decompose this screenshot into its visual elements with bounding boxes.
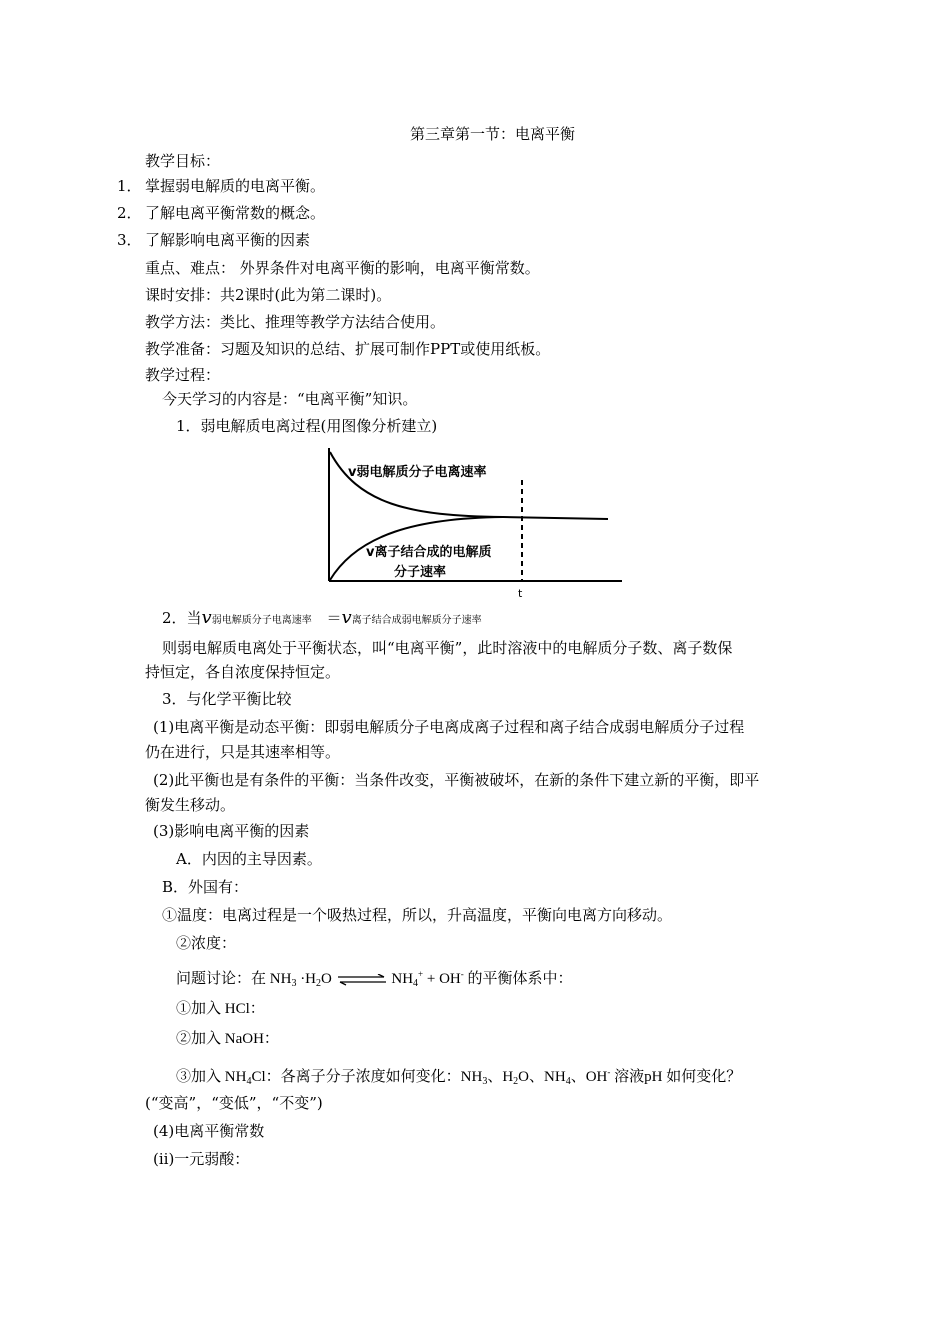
formula-part: Cl (251, 1069, 266, 1085)
goal-text: 掌握弱电解质的电离平衡。 (145, 177, 326, 195)
separator: 、 (487, 1069, 503, 1085)
goal-text: 了解电离平衡常数的概念。 (145, 204, 326, 222)
intro-text: 今天学习的内容是：“电离平衡”知识。 (162, 390, 418, 408)
velocity-symbol: v (201, 607, 212, 628)
choices: (“变高”，“变低”，“不变”) (145, 1094, 323, 1112)
formula-part: NH (269, 971, 292, 987)
separator: 、 (529, 1069, 545, 1085)
time-axis-label: t (518, 587, 523, 600)
add-naoh (176, 1029, 279, 1049)
goal-item (117, 203, 325, 223)
formula-superscript: + (418, 969, 424, 979)
goal-item (117, 230, 310, 250)
point-3: 3．与化学平衡比较 (162, 690, 292, 708)
add-suffix: ： (249, 1001, 265, 1017)
point-3-2-cont: 衡发生移动。 (145, 796, 236, 814)
point-3-2: (2)此平衡也是有条件的平衡：当条件改变，平衡被破坏，在新的条件下建立新的平衡，即平 (153, 771, 760, 789)
point-4: (4)电离平衡常数 (153, 1122, 265, 1140)
point-2-text: 持恒定，各自浓度保持恒定。 (145, 663, 341, 681)
formula-subscript: 3 (482, 1076, 488, 1087)
external-factor: B．外国有： (162, 878, 249, 896)
schedule: 课时安排：共2课时(此为第二课时)。 (145, 286, 392, 304)
key-points: 重点、难点： 外界条件对电离平衡的影响，电离平衡常数。 (145, 259, 540, 277)
point-3-3: (3)影响电离平衡的因素 (153, 822, 310, 840)
add-prefix: ②加入 (176, 1031, 225, 1047)
point-4-i: (ⅱ)一元弱酸： (153, 1150, 250, 1168)
formula-subscript: 4 (246, 1076, 252, 1087)
process-heading: 教学过程： (145, 366, 221, 384)
formula-part: NaOH (224, 1031, 264, 1047)
goal-number: 2． (117, 204, 142, 222)
teaching-method: 教学方法：类比、推理等教学方法结合使用。 (145, 313, 446, 331)
forward-rate-curve (330, 452, 608, 519)
goal-text: 了解影响电离平衡的因素 (145, 231, 311, 249)
reverse-rate-label: v离子结合成的电解质 (366, 545, 492, 560)
formula-part: OH (585, 1069, 608, 1085)
formula-part: NH (391, 971, 414, 987)
point-3-1-cont: 仍在进行，只是其速率相等。 (145, 743, 341, 761)
point-2-prefix: 2．当 (162, 609, 202, 627)
equals-sign: ＝ (326, 609, 342, 627)
page-title: 第三章第一节：电离平衡 (409, 125, 575, 143)
formula-part: NH (544, 1069, 566, 1085)
reverse-rate-label-cont: 分子速率 (394, 565, 447, 580)
formula-part: ·H (296, 971, 317, 987)
goal-number: 1． (117, 177, 142, 195)
add-suffix: ： (263, 1031, 279, 1047)
formula-subscript: 2 (513, 1076, 519, 1087)
concentration-factor: ②浓度： (176, 934, 237, 952)
formula-part: O (321, 971, 332, 987)
equilibrium-arrow-icon (336, 974, 388, 986)
formula-part: O (518, 1069, 530, 1085)
discussion-suffix: 的平衡体系中： (463, 971, 573, 987)
velocity-symbol: v (341, 607, 352, 628)
point-2 (162, 608, 482, 631)
formula-subscript: 4 (565, 1076, 571, 1087)
add-nh4cl (176, 1062, 741, 1092)
point-2-text: 则弱电解质电离处于平衡状态，叫“电离平衡”，此时溶液中的电解质分子数、离子数保 (162, 639, 733, 657)
formula-subscript: 2 (316, 978, 322, 989)
teaching-prep: 教学准备：习题及知识的总结、扩展可制作PPT或使用纸板。 (145, 340, 551, 358)
add-hcl (176, 999, 265, 1019)
discussion-prefix: 问题讨论：在 (176, 971, 270, 987)
goal-number: 3． (117, 231, 142, 249)
forward-rate-label: v弱电解质分子电离速率 (348, 465, 487, 480)
goal-heading: 教学目标： (145, 152, 221, 170)
formula-subscript: 4 (413, 978, 419, 989)
point-1: 1．弱电解质电离过程(用图像分析建立) (176, 417, 438, 435)
formula-part: + OH (423, 971, 461, 987)
formula-superscript: - (607, 1067, 611, 1077)
formula-subscript: 3 (291, 978, 297, 989)
goal-item (117, 176, 325, 196)
internal-factor: A．内因的主导因素。 (176, 850, 322, 868)
formula-part: NH (224, 1069, 247, 1085)
formula-part: H (502, 1069, 514, 1085)
formula-part: NH (460, 1069, 483, 1085)
formula-part: HCl (224, 1001, 250, 1017)
add-prefix: ①加入 (176, 1001, 225, 1017)
velocity-subscript: 离子结合成弱电解质分子速率 (351, 615, 482, 626)
ionization-rate-figure (318, 444, 628, 600)
velocity-subscript: 弱电解质分子电离速率 (211, 615, 312, 626)
add-question: ：各离子分子浓度如何变化： (265, 1069, 461, 1085)
separator: 、 (570, 1069, 586, 1085)
formula-superscript: - (460, 969, 464, 979)
point-3-1: (1)电离平衡是动态平衡：即弱电解质分子电离成离子过程和离子结合成弱电解质分子过程 (153, 718, 745, 736)
discussion-question (176, 964, 573, 994)
temperature-factor: ①温度：电离过程是一个吸热过程，所以，升高温度，平衡向电离方向移动。 (162, 906, 673, 924)
add-tail: 溶液pH 如何变化？ (610, 1069, 742, 1085)
add-prefix: ③加入 (176, 1069, 225, 1085)
